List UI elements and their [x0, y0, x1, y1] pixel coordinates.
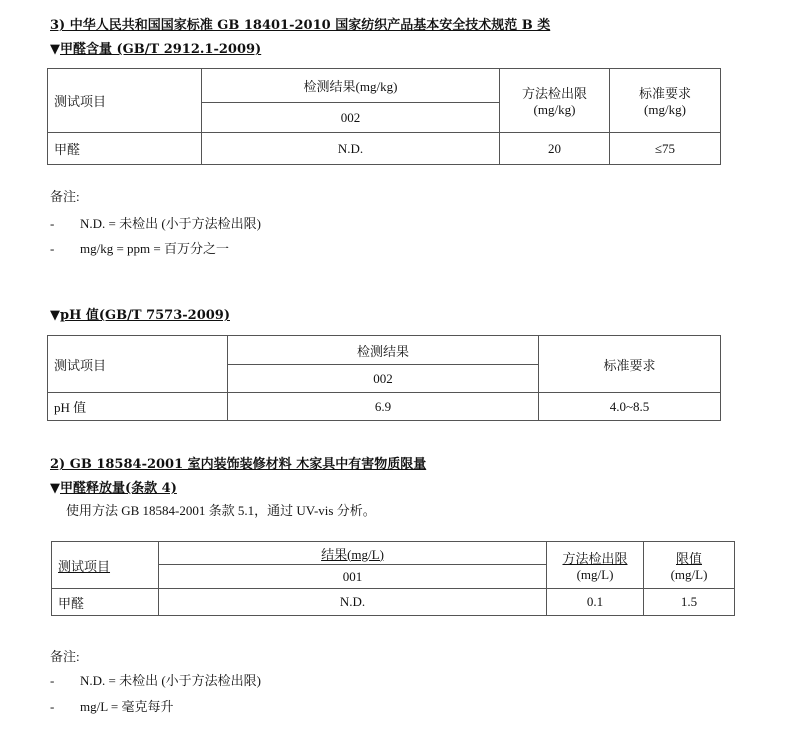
cell-result: 6.9 [228, 393, 539, 421]
cell-item: pH 值 [48, 393, 228, 421]
cell-result: N.D. [159, 589, 547, 616]
notes-label: 备注: [50, 189, 80, 204]
header-limit-value: 限值 (mg/L) [644, 542, 735, 589]
note-item: - mg/kg = ppm = 百万分之一 [50, 241, 229, 256]
subheading-text: 甲醛含量 (GB/T 2912.1-2009) [60, 42, 262, 57]
cell-requirement: 4.0~8.5 [539, 393, 721, 421]
notes-label: 备注: [50, 649, 80, 664]
cell-limit-value: 1.5 [644, 589, 735, 616]
cell-limit: 20 [500, 133, 610, 165]
triangle-down-icon: ▼ [50, 308, 60, 323]
cell-item: 甲醛 [48, 133, 202, 165]
header-test-item: 测试项目 [48, 69, 202, 133]
note-item: - mg/L = 毫克每升 [50, 699, 174, 714]
cell-requirement: ≤75 [610, 133, 721, 165]
header-sample-id: 002 [202, 103, 500, 133]
header-requirement: 标准要求 [539, 336, 721, 393]
note-item: - N.D. = 未检出 (小于方法检出限) [50, 216, 262, 231]
table-row [52, 589, 735, 616]
section-title-gb18584: 2) GB 18584-2001 室内装饰装修材料 木家具中有害物质限量 [50, 457, 427, 472]
triangle-down-icon: ▼ [50, 42, 60, 57]
formaldehyde-release-table [51, 541, 735, 616]
header-test-item: 测试项目 [52, 542, 159, 589]
triangle-down-icon: ▼ [50, 481, 60, 496]
header-sample-id: 002 [228, 365, 539, 393]
formaldehyde-content-table [47, 68, 721, 165]
cell-limit: 0.1 [547, 589, 644, 616]
note-item: - N.D. = 未检出 (小于方法检出限) [50, 673, 262, 688]
cell-item: 甲醛 [52, 589, 159, 616]
table-row [48, 133, 721, 165]
header-result: 检测结果(mg/kg) [202, 69, 500, 103]
section-title-gb18401: 3) 中华人民共和国国家标准 GB 18401-2010 国家纺织产品基本安全技术规范 B 类 [50, 18, 551, 33]
header-detection-limit: 方法检出限 (mg/kg) [500, 69, 610, 133]
ph-table [47, 335, 721, 421]
subheading-ph [50, 304, 230, 323]
method-description: 使用方法 GB 18584-2001 条款 5.1，通过 UV-vis 分析。 [66, 503, 376, 518]
subheading-formaldehyde-release [50, 477, 177, 496]
header-result: 结果(mg/L) [159, 542, 547, 565]
header-sample-id: 001 [159, 565, 547, 589]
subheading-text: 甲醛释放量(条款 4) [60, 481, 177, 496]
table-row [48, 393, 721, 421]
header-detection-limit: 方法检出限 (mg/L) [547, 542, 644, 589]
cell-result: N.D. [202, 133, 500, 165]
subheading-text: pH 值(GB/T 7573-2009) [60, 308, 230, 323]
header-requirement: 标准要求 (mg/kg) [610, 69, 721, 133]
header-test-item: 测试项目 [48, 336, 228, 393]
subheading-formaldehyde-content [50, 38, 261, 57]
header-result: 检测结果 [228, 336, 539, 365]
